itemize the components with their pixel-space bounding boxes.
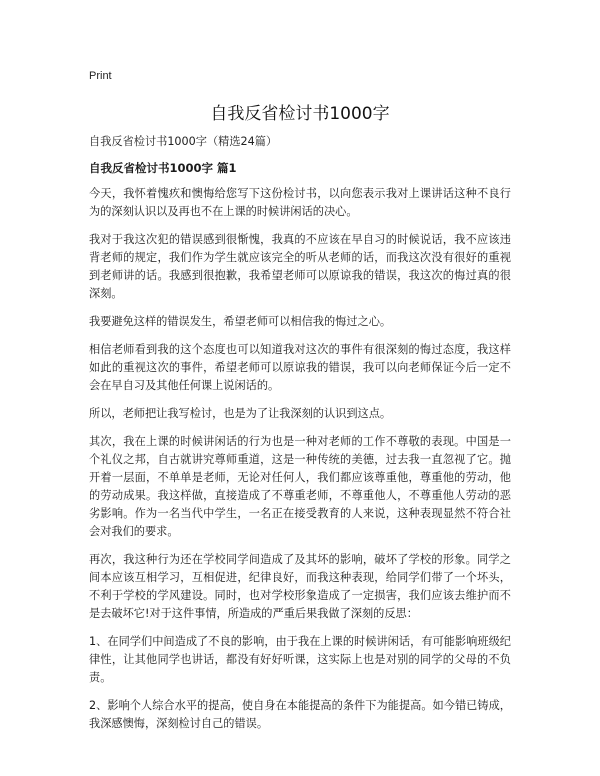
paragraph: 相信老师看到我的这个态度也可以知道我对这次的事件有很深刻的悔过态度，我这样如此的重视这次的事件，希望老师可以原谅我的错误，我可以向老师保证今后一定不会在早自习及其他任何课上说闲话的。 <box>89 343 511 392</box>
paragraph: 今天，我怀着愧疚和懊悔给您写下这份检讨书，以向您表示我对上课讲话这种不良行为的深刻认识以及再也不在上课的时候讲闲话的决心。 <box>89 187 511 218</box>
section-heading: 自我反省检讨书1000字 篇1 <box>89 161 237 175</box>
paragraph: 所以，老师把让我写检讨，也是为了让我深刻的认识到这点。 <box>89 407 392 420</box>
print-link[interactable]: Print <box>89 70 112 82</box>
document-subtitle: 自我反省检讨书1000字（精选24篇） <box>89 135 278 148</box>
paragraph: 再次，我这种行为还在学校同学间造成了及其坏的影响，破坏了学校的形象。同学之间本应该互相学习，互相促进，纪律良好，而我这种表现，给同学们带了一个坏头，不利于学校的学风建设。同时，也对学校形象造成了一定损害，我们应该去维护而不是去破坏它!对于这件事情，所造成的严重后果我做了深刻的反思： <box>89 553 511 620</box>
page-title: 自我反省检讨书1000字 <box>210 104 390 124</box>
paragraph: 我对于我这次犯的错误感到很惭愧，我真的不应该在早自习的时候说话，我不应该违背老师的规定，我们作为学生就应该完全的听从老师的话，而我这次没有很好的重视到老师讲的话。我感到很抱歉，我希望老师可以原谅我的错误，我这次的悔过真的很深刻。 <box>89 233 511 300</box>
paragraph: 1、在同学们中间造成了不良的影响，由于我在上课的时候讲闲话，有可能影响班级纪律性，让其他同学也讲话，都没有好好听课，这实际上也是对别的同学的父母的不负责。 <box>89 635 511 684</box>
document-body <box>89 133 511 743</box>
paragraph: 我要避免这样的错误发生，希望老师可以相信我的悔过之心。 <box>89 315 392 328</box>
paragraph: 2、影响个人综合水平的提高，使自身在本能提高的条件下为能提高。如今错已铸成，我深感懊悔，深刻检讨自己的错误。 <box>89 699 511 730</box>
paragraph: 其次，我在上课的时候讲闲话的行为也是一种对老师的工作不尊敬的表现。中国是一个礼仪之邦，自古就讲究尊师重道，这是一种传统的美德，过去我一直忽视了它。抛开着一层面，不单单是老师，无论对任何人，我们都应该尊重他，尊重他的劳动，他的劳动成果。我这样做，直接造成了不尊重老师，不尊重他人，不尊重他人劳动的恶劣影响。作为一名当代中学生，一名正在接受教育的人来说，这种表现显然不符合社会对我们的要求。 <box>89 435 511 538</box>
